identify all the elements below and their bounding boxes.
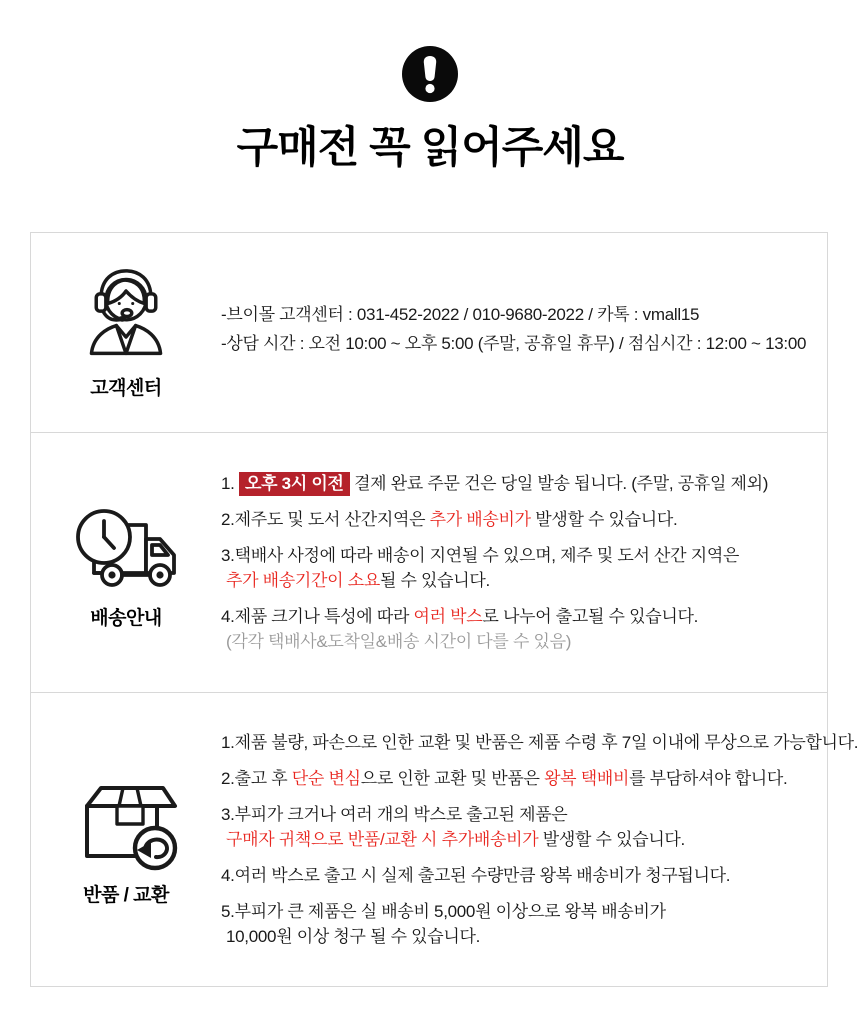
- section-label-customer-center: 고객센터: [90, 378, 162, 399]
- section-customer-center: [31, 233, 827, 432]
- page-title: 구매전 꼭 읽어주세요: [236, 124, 624, 172]
- text-segment: 4.제품 크기나 특성에 따라: [221, 607, 414, 626]
- notice-line: [221, 333, 817, 354]
- delivery-text: [221, 473, 827, 652]
- headset-agent-icon: [78, 265, 174, 365]
- section-delivery-info: [31, 432, 827, 692]
- text-segment: 발생할 수 있습니다.: [530, 510, 678, 529]
- text-segment: 로 나누어 출고될 수 있습니다.: [482, 607, 699, 626]
- customer-center-lines: [221, 304, 817, 354]
- customer-center-icon-column: [31, 265, 221, 400]
- highlight-badge: 오후 3시 이전: [239, 472, 350, 496]
- notice-line: [221, 829, 858, 850]
- notice-line: [221, 545, 817, 566]
- notice-line: [221, 926, 858, 947]
- section-label-delivery: 배송안내: [90, 608, 162, 629]
- text-segment: 으로 인한 교환 및 반품은: [360, 769, 545, 788]
- notice-line: [221, 509, 817, 530]
- returns-text: [221, 732, 860, 947]
- notice-box: [30, 232, 859, 987]
- text-segment: -브이몰 고객센터 : 031-452-2022 / 010-9680-2022 / 카톡 : vmall15: [221, 304, 700, 324]
- text-segment: 추가 배송비가: [429, 510, 531, 529]
- text-segment: -상담 시간 : 오전 10:00 ~ 오후 5:00 (주말, 공휴일 휴무) / 점심시간 : 12:00 ~ 13:00: [221, 333, 807, 353]
- notice-line: [221, 304, 817, 325]
- text-segment: 단순 변심: [291, 769, 361, 788]
- notice-line: [221, 473, 817, 494]
- delivery-icon-column: [31, 495, 221, 630]
- return-box-icon: [71, 772, 181, 872]
- notice-line: [221, 804, 858, 825]
- text-segment: 1.제품 불량, 파손으로 인한 교환 및 반품은 제품 수령 후 7일 이내에 무상으로 가능합니다.: [221, 733, 859, 752]
- delivery-truck-clock-icon: [64, 495, 188, 595]
- notice-line: [221, 570, 817, 591]
- section-returns-exchange: [31, 692, 859, 986]
- notice-line: [221, 768, 858, 789]
- text-segment: 1.: [221, 474, 240, 493]
- section-label-returns: 반품 / 교환: [83, 885, 169, 906]
- text-segment: 3.택배사 사정에 따라 배송이 지연될 수 있으며, 제주 및 도서 산간 지역은: [221, 546, 740, 565]
- text-segment: 4.여러 박스로 출고 시 실제 출고된 수량만큼 왕복 배송비가 청구됩니다.: [221, 866, 731, 885]
- text-segment: 왕복 택배비: [544, 769, 630, 788]
- exclamation-circle-icon: [401, 45, 459, 108]
- page-header: [0, 0, 860, 175]
- notice-line: [221, 901, 858, 922]
- notice-line: [221, 865, 858, 886]
- text-segment: 구매자 귀책으로 반품/교환 시 추가배송비가: [226, 830, 539, 849]
- delivery-lines: [221, 473, 817, 652]
- text-segment: 2.출고 후: [221, 769, 292, 788]
- text-segment: 발생할 수 있습니다.: [538, 830, 685, 849]
- text-segment: 여러 박스: [413, 607, 483, 626]
- notice-line: [221, 732, 858, 753]
- returns-icon-column: [31, 772, 221, 907]
- notice-line: [221, 631, 817, 652]
- text-segment: 를 부담하셔야 합니다.: [629, 769, 788, 788]
- returns-lines: [221, 732, 858, 947]
- text-segment: 5.부피가 큰 제품은 실 배송비 5,000원 이상으로 왕복 배송비가: [221, 902, 666, 921]
- text-segment: 2.제주도 및 도서 산간지역은: [221, 510, 430, 529]
- customer-center-text: [221, 304, 827, 362]
- text-segment: 10,000원 이상 청구 될 수 있습니다.: [226, 927, 481, 946]
- text-segment: 될 수 있습니다.: [379, 571, 490, 590]
- text-segment: 3.부피가 크거나 여러 개의 박스로 출고된 제품은: [221, 805, 568, 824]
- notice-line: [221, 606, 817, 627]
- text-segment: 추가 배송기간이 소요: [226, 571, 380, 590]
- text-segment: 결제 완료 주문 건은 당일 발송 됩니다. (주말, 공휴일 제외): [349, 474, 769, 493]
- text-segment: (각각 택배사&도착일&배송 시간이 다를 수 있음): [226, 632, 572, 651]
